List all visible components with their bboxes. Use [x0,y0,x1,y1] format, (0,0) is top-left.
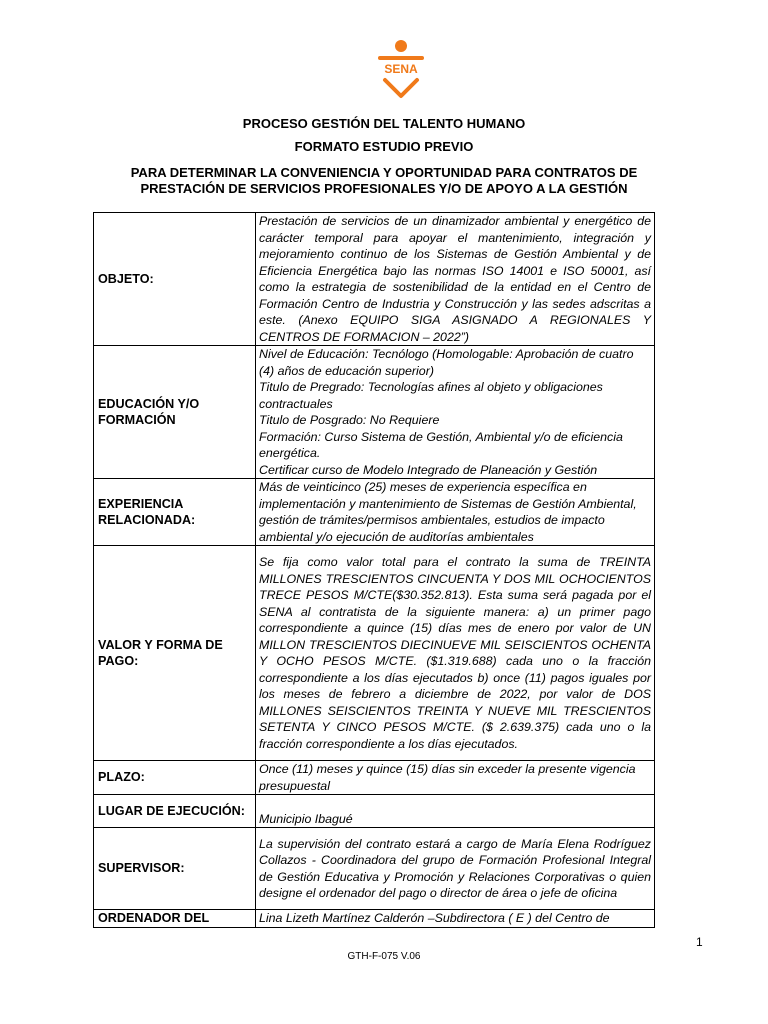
row-value [256,795,655,828]
table-row-experiencia [94,479,655,546]
row-label: PLAZO: [94,761,256,795]
row-value: La supervisión del contrato estará a cargo de María Elena Rodríguez Collazos - Coordinadora del grupo de Formación Profesional Integral de Gestión Educativa y Promoción y Relaciones Corporativas o quien designe el ordenador del pago o director de área o jefe de oficina [256,828,655,910]
sena-logo-icon [370,38,432,100]
place-value: Municipio Ibagué [259,811,353,826]
table-row-plazo [94,761,655,795]
row-label: SUPERVISOR: [94,828,256,910]
table-row-educacion [94,346,655,479]
table-row-supervisor [94,828,655,910]
row-value: Más de veinticinco (25) meses de experiencia específica en implementación y mantenimiento de Sistemas de Gestión Ambiental, gestión de trámites/permisos ambientales, estudios de impacto ambiental y/o ejecución de auditorías ambientales [256,479,655,546]
training: Formación: Curso Sistema de Gestión, Ambiental y/o de eficiencia energética. [259,429,623,460]
purpose-title-line-2: PRESTACIÓN DE SERVICIOS PROFESIONALES Y/O DE APOYO A LA GESTIÓN [140,181,628,196]
row-value: Once (11) meses y quince (15) días sin exceder la presente vigencia presupuestal [256,761,655,795]
row-label: ORDENADOR DEL [94,910,256,928]
row-value: Lina Lizeth Martínez Calderón –Subdirectora ( E ) del Centro de [256,910,655,928]
document-code: GTH-F-075 V.06 [347,951,421,962]
table-row-ordenador [94,910,655,928]
table-row-valor [94,546,655,761]
page-number: 1 [696,935,703,949]
sena-logo-text: SENA [384,62,418,76]
undergraduate-degree: Titulo de Pregrado: Tecnologías afines al objeto y obligaciones contractuales [259,380,603,411]
row-label: VALOR Y FORMA DE PAGO: [94,546,256,761]
purpose-title [0,165,768,197]
education-level: Nivel de Educación: Tecnólogo (Homologable: Aprobación de cuatro (4) años de educación superior) [259,347,634,378]
row-value: Se fija como valor total para el contrato la suma de TREINTA MILLONES TRESCIENTOS CINCUENTA Y DOS MIL OCHOCIENTOS TRECE PESOS M/CTE($30.352.813). Esta suma será pagada por el SENA al contratista de la siguiente manera: a) un primer pago correspondiente a quince (15) días mes de enero por valor de UN MILLON TRESCIENTOS DIECINUEVE MIL SEISCIENTOS OCHENTA Y OCHO PESOS M/CTE. ($1.319.688) cada uno o la fracción correspondiente a los días ejecutados b) once (11) pagos iguales por los meses de febrero a diciembre de 2022, por valor de DOS MILLONES SEISCIENTOS TREINTA Y NUEVE MIL TRESCIENTOS SETENTA Y CINCO PESOS M/CTE. ($ 2.639.375) cada uno o la fracción correspondiente a los días ejecutados. [256,546,655,761]
certification: Certificar curso de Modelo Integrado de Planeación y Gestión [259,462,598,477]
row-value: Prestación de servicios de un dinamizador ambiental y energético de carácter temporal para apoyar el mantenimiento, integración y mejoramiento continuo de los Sistemas de Gestión Ambiental y de Eficiencia Energética bajo las normas ISO 14001 e ISO 50001, así como la estrategia de sostenibilidad de la entidad en el Centro de Formación Centro de Industria y Construcción y las sedes adscritas a este. (Anexo EQUIPO SIGA ASIGNADO A REGIONALES Y CENTROS DE FORMACION – 2022”) [256,213,655,346]
row-label: EXPERIENCIA RELACIONADA: [94,479,256,546]
purpose-title-line-1: PARA DETERMINAR LA CONVENIENCIA Y OPORTUNIDAD PARA CONTRATOS DE [130,165,638,180]
row-label: OBJETO: [94,213,256,346]
process-title: PROCESO GESTIÓN DEL TALENTO HUMANO [242,116,526,131]
study-table [93,212,655,928]
postgraduate-degree: Titulo de Posgrado: No Requiere [259,413,440,427]
format-title: FORMATO ESTUDIO PREVIO [294,139,474,154]
row-label: EDUCACIÓN Y/O FORMACIÓN [94,346,256,479]
sena-logo [370,38,432,100]
row-label: LUGAR DE EJECUCIÓN: [94,795,256,828]
table-row-lugar [94,795,655,828]
table-row-objeto [94,213,655,346]
row-value [256,346,655,479]
